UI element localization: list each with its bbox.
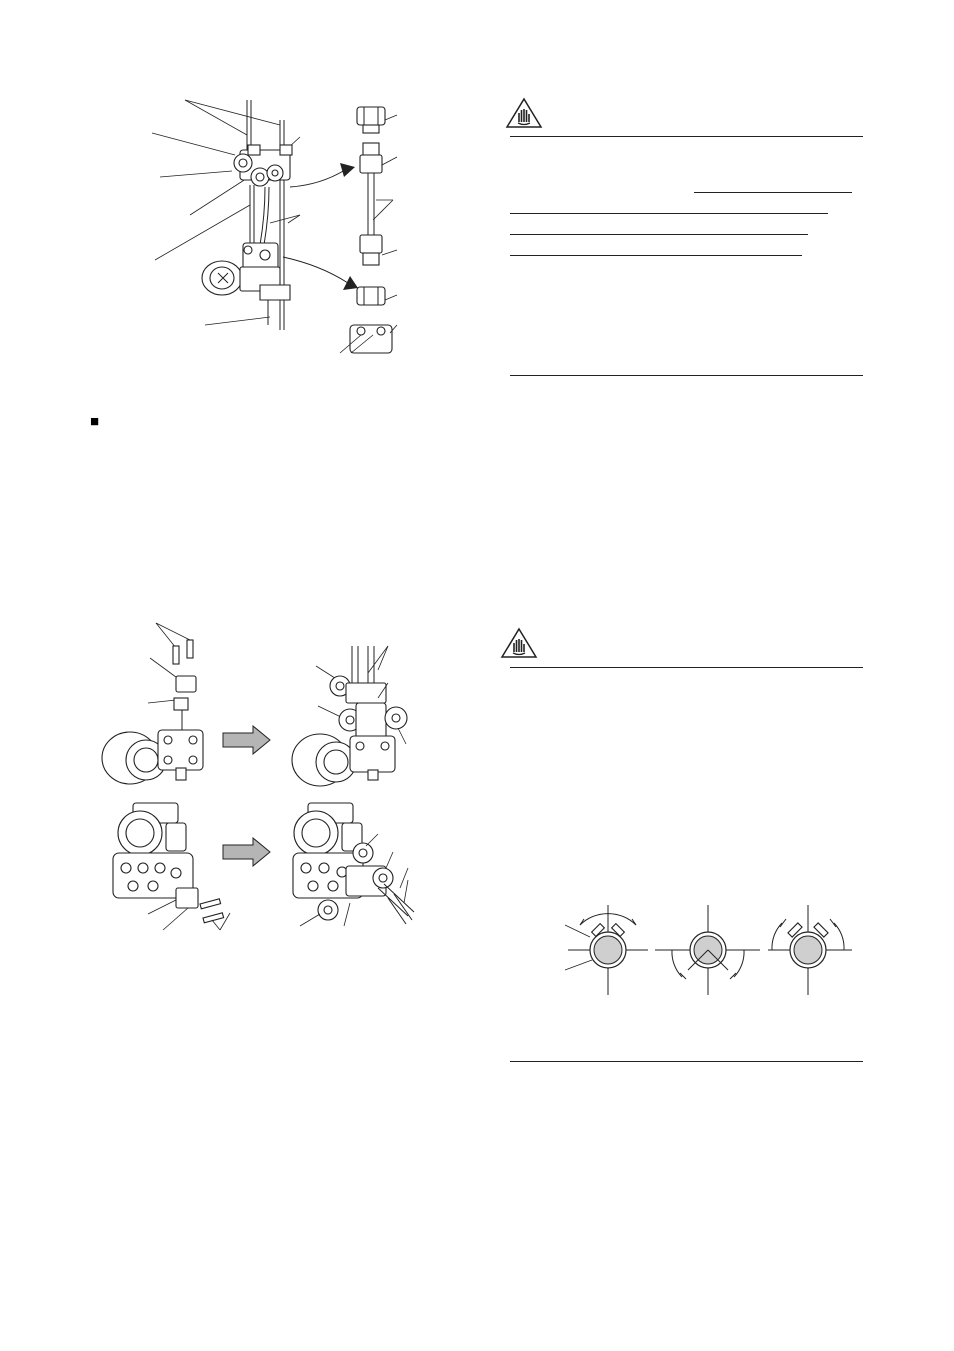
orientation-diagram-up-wide	[768, 905, 852, 995]
warning-underline-1	[694, 192, 852, 193]
warning-bottom-rule	[510, 375, 863, 376]
caution-top-rule	[510, 667, 863, 668]
fittings-exploded-figure	[335, 95, 415, 365]
hand-warning-icon	[501, 628, 537, 658]
warning-top-rule	[510, 136, 863, 137]
orientation-diagrams	[560, 905, 860, 1000]
caution-bottom-rule	[510, 1061, 863, 1062]
warning-underline-2	[510, 213, 828, 214]
section-marker: ■	[90, 413, 100, 430]
manifold-assembly-figure	[88, 618, 418, 938]
hand-warning-icon	[506, 98, 542, 128]
warning-underline-3	[510, 234, 808, 235]
orientation-diagram-down	[655, 905, 760, 995]
warning-underline-4	[510, 255, 802, 256]
orientation-diagram-up	[565, 905, 648, 995]
